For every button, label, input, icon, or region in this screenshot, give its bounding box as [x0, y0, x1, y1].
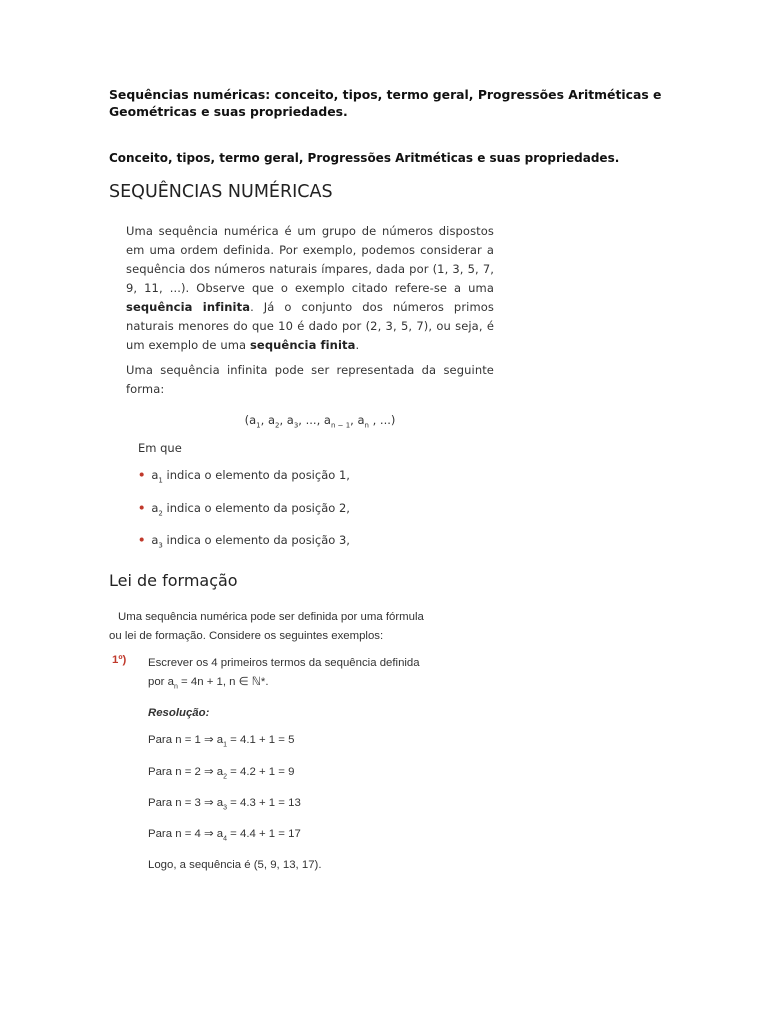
resolution-step: Para n = 4 ⇒ $a_4 = 4.4 + 1 = 17$	[148, 828, 301, 843]
list-item: • $a_3$ indica o elemento da posição 3,	[138, 532, 350, 550]
resolucao-label: Resolução:	[148, 707, 210, 720]
em-que-label: Em que	[138, 441, 182, 456]
example-formula: por $a_n = 4n + 1$, n ∈ ℕ*.	[148, 676, 269, 691]
intro-paragraph: Uma sequência numérica pode ser definida por uma fórmula ou lei de formação. Considere os seguintes exemplos:	[109, 611, 424, 642]
bullet-dot-icon: •	[138, 500, 146, 515]
lei-de-formacao-content-block	[109, 608, 429, 875]
sequence-notation: ($a_1$, $a_2$, $a_3$, ..., $a_{n - 1}$, $a_n$ , ...)	[244, 413, 396, 430]
section-heading-lei-de-formacao: Lei de formação	[109, 571, 238, 590]
example-statement: Escrever os 4 primeiros termos da sequência definida	[148, 657, 420, 669]
term-infinite-sequence: sequência infinita	[126, 300, 251, 314]
example-1	[109, 654, 429, 875]
resolution-step: Para n = 2 ⇒ $a_2 = 4.2 + 1 = 9$	[148, 765, 295, 780]
list-item: • $a_1$ indica o elemento da posição 1,	[138, 468, 350, 485]
conclusion-text: Logo, a sequência é (5, 9, 13, 17).	[148, 859, 322, 872]
term-finite-sequence: sequência finita	[249, 338, 356, 352]
document-subtitle: Conceito, tipos, termo geral, Progressões Aritméticas e suas propriedades.	[109, 151, 620, 165]
representation-paragraph: Uma sequência infinita pode ser representada da seguinte forma:	[126, 363, 494, 396]
document-title: Sequências numéricas: conceito, tipos, termo geral, Progressões Aritméticas e Geométricas e suas propriedades.	[109, 87, 662, 119]
sequencias-content-block	[126, 222, 494, 563]
example-number: 1º)	[112, 654, 127, 666]
resolution-step: Para n = 3 ⇒ $a_3 = 4.3 + 1 = 13$	[148, 796, 301, 812]
bullet-dot-icon: •	[138, 532, 146, 547]
definition-paragraph: Uma sequência numérica é um grupo de números dispostos em uma ordem definida. Por exemplo, podemos considerar a sequência dos números naturais ímpares, dada por (1, 3, 5, 7, 9, 11, ...). Observe que o exemplo citado refere-se a uma sequência infinita. Já o conjunto dos números primos naturais menores do que 10 é dado por (2, 3, 5, 7), ou seja, é um exemplo de uma sequência finita.	[126, 224, 494, 352]
bullet-dot-icon: •	[138, 468, 146, 483]
section-heading-sequencias: SEQUÊNCIAS NUMÉRICAS	[109, 182, 333, 202]
resolution-step: Para n = 1 ⇒ $a_1 = 4.1 + 1 = 5$	[148, 734, 295, 749]
list-item: • $a_2$ indica o elemento da posição 2,	[138, 500, 350, 517]
